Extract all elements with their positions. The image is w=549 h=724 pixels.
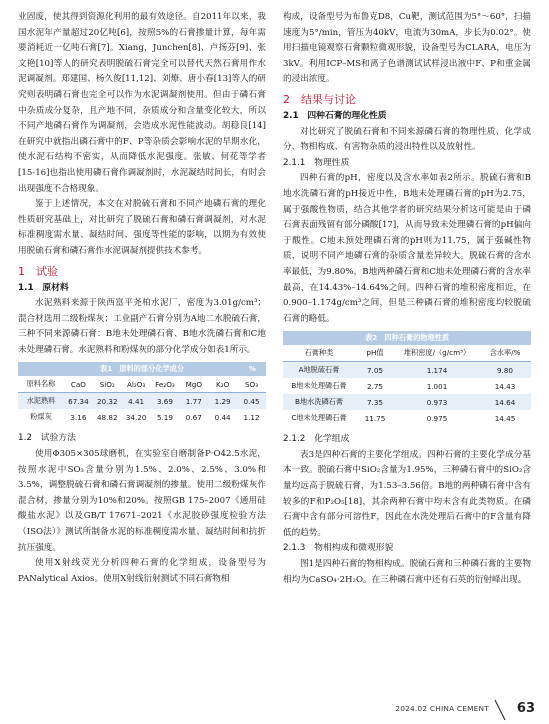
section-2-heading: 2 结果与讨论 [283, 92, 356, 106]
table-1-cell: 48.82 [93, 409, 122, 425]
table-2-cell: 1.001 [395, 378, 479, 394]
table-1-cell: 水泥熟料 [18, 393, 64, 410]
table-row [283, 394, 531, 410]
subsection-2-1-1-heading: 2.1.1 物理性质 [283, 157, 350, 168]
table-1-cell: 1.77 [179, 393, 208, 410]
right-column [283, 10, 531, 588]
table-2-cell: 7.05 [355, 362, 395, 379]
properties-intro-paragraph: 对比研究了脱硫石膏和不同来源磷石膏的物理性质、化学成分、物相构成、有害物杂质的浸出特性以及放射性。 [283, 126, 531, 153]
table-1-cell: 0.67 [179, 409, 208, 425]
table-2-cell: B地未处理磷石膏 [283, 378, 355, 394]
table-2-cell: C地未处理磷石膏 [283, 410, 355, 426]
subsection-2-1-heading: 2.1 四种石膏的理化性质 [283, 110, 387, 121]
table-2-cell: 14.43 [479, 378, 531, 394]
table-row [18, 409, 266, 425]
table-1-cell: 1.29 [208, 393, 237, 410]
table-row [283, 378, 531, 394]
table-2-cell: A地脱硫石膏 [283, 362, 355, 379]
table-2-cell: B地水洗磷石膏 [283, 394, 355, 410]
subsection-2-1-2-heading: 2.1.2 化学组成 [283, 434, 350, 445]
table-1-header-cell: 原料名称 [18, 376, 64, 393]
table-2-header-row [283, 345, 531, 362]
phase-morphology-paragraph: 图1是四种石膏的物相构成。脱硫石膏和三种磷石膏的主要物相均为CaSO₄·2H₂O。在三种磷石膏中还有石英的衍射峰出现。 [283, 559, 531, 585]
table-1-cell: 67.34 [64, 393, 93, 410]
section-1-heading: 1 试验 [18, 264, 58, 278]
table-1-header-cell: Fe₂O₃ [151, 376, 180, 393]
table-1-header-cell: SiO₂ [93, 376, 122, 393]
table-2-cell: 0.975 [395, 410, 479, 426]
table-1-header-cell: MgO [179, 376, 208, 393]
method-paragraph-2: 使用X射线荧光分析四种石膏的化学组成，设备型号为PANalytical Axios。使用X射线衍射测试不同石膏物相 [18, 558, 266, 584]
subsection-1-2-heading: 1.2 试验方法 [18, 433, 76, 444]
table-1-header-cell: CaO [64, 376, 93, 393]
table-1-cell: 4.41 [122, 393, 151, 410]
intro-paragraph-1: 业固废，使其得到资源化利用的最有效途径。自2011年以来，我国水泥年产量超过20亿吨[6]，按照5%的石膏掺量计算，每年需要消耗近一亿吨石膏[7]。Xiang，Junchen[8]、卢扬芬[9]、张文艳[10]等人的研究表明脱硫石膏完全可以替代天然石膏用作水泥调凝剂。郑建国、杨久俊[11,12]、刘燎、唐小春[13]等人的研究则表明磷石膏也完全可以作为水泥调凝剂使用。但由于磷石膏中杂质成分复杂，且产地不同，杂质成分和含量变化较大，所以不同产地磷石膏作为调凝剂，会造成水泥性能波动。胡稳良[14]在研究中就指出磷石膏中的F、P等杂质会影响水泥的早期水化，使水泥石结构不密实，从而降低水泥强度。张敏、何花等学者[15-16]也指出使用磷石膏作调凝剂时，水泥凝结时间长，有时会出现强度不合格现象。 [18, 12, 266, 194]
table-2-cell: 14.64 [479, 394, 531, 410]
page-number: 63 [516, 701, 535, 716]
page-footer [0, 699, 549, 724]
table-1-cell: 0.44 [208, 409, 237, 425]
intro-paragraph-2: 鉴于上述情况，本文在对脱硫石膏和不同产地磷石膏的理化性质研究基础上，对比研究了脱硫石膏和磷石膏调凝剂，对水泥标准稠度需水量、凝结时间、强度等性能的影响，以期为有效使用脱硫石膏和磷石膏作水泥调凝剂提供技术参考。 [18, 199, 266, 256]
table-2-cell: 2.75 [355, 378, 395, 394]
table-2-cell: 1.174 [395, 362, 479, 379]
materials-paragraph: 水泥熟料来源于陕西富平尧柏水泥厂，密度为3.01g/cm³；混合材选用二级粉煤灰；工业副产石膏分别为A地二水脱硫石膏，三种不同来源磷石膏：B地未处理磷石膏、B地水洗磷石膏和C地未处理磷石膏。水泥熟料和粉煤灰的部分化学成分如表1所示。 [18, 298, 266, 355]
table-row [283, 362, 531, 379]
table-1-cell: 0.45 [237, 393, 266, 410]
table-2-header-cell: 含水率/% [479, 345, 531, 362]
chemical-composition-paragraph: 表3是四种石膏的主要化学组成。四种石膏的主要化学成分基本一致。脱硫石膏中SiO₂含量为1.95%，三种磷石膏中的SiO₂含量均远高于脱硫石膏，为1.53–3.56倍。B地的两种磷石膏中含有较多的F和P₂O₅[18]，其余两种石膏中均未含有此类物质。在磷石膏中含有部分可溶性F，因此在水洗处理后石膏中的F含量有降低的趋势。 [283, 449, 531, 538]
table-1-cell: 3.69 [151, 393, 180, 410]
method-continued-paragraph: 构成，设备型号为布鲁克D8，Cu靶，测试范围为5°～60°，扫描速度为5°/min，管压为40kV，电流为30mA，步长为0.02°。使用扫描电镜观察石膏颗粒微观形貌，设备型号为CLARA，电压为3kV。利用ICP–MS和离子色谱测试试样浸出液中F、P和重金属的浸出浓度。 [283, 12, 531, 85]
table-1-cell: 5.19 [151, 409, 180, 425]
table-1-cell: 3.16 [64, 409, 93, 425]
table-2-header-cell: pH值 [355, 345, 395, 362]
physical-properties-paragraph: 四种石膏的pH，密度以及含水率如表2所示。脱硫石膏和B地水洗磷石膏的pH接近中性，B地未处理磷石膏的pH为2.75，属于强酸性物质，结合其他学者的研究结果分析这可能是由于磷石膏表面残留有部分磷酸[17]，从而导致未处理磷石膏的pH偏向于酸性。C地未预处理磷石膏的pH则为11.75，属于强碱性物质，说明不同产地磷石膏的杂质含量差异较大。脱硫石膏的含水率最低，为9.80%，B地两种磷石膏和C地未处理磷石膏的含水率最高，在14.43%–14.64%之间。四种石膏的堆积密度相近，在0.900–1.174g/cm³之间，但是三种磷石膏的堆积密度均较脱硫石膏的略低。 [283, 173, 531, 324]
journal-issue: 2024.02 CHINA CEMENT [395, 704, 489, 713]
table-1-cell: 34.20 [122, 409, 151, 425]
table-2-cell: 14.45 [479, 410, 531, 426]
table-2-title [283, 331, 531, 345]
table-2 [283, 331, 531, 426]
table-2-cell: 11.75 [355, 410, 395, 426]
method-paragraph-1: 使用Φ305×305球磨机，在实验室自磨制备P·O42.5水泥，按照水泥中SO₃含量分别为1.5%、2.0%、2.5%、3.0%和3.5%，调整脱硫石膏和磷石膏调凝剂的掺量。使用二级粉煤灰作混合材，掺量分别为10%和20%。按照GB 175–2007《通用硅酸盐水泥》以及GB/T 17671–2021《水泥胶砂强度检验方法（ISO法）》测试所制备水泥的标准稠度需水量、凝结时间和抗折抗压强度。 [18, 449, 266, 553]
left-column [18, 10, 266, 587]
table-1-header-cell: SO₃ [237, 376, 266, 393]
table-1-cell: 1.12 [237, 409, 266, 425]
table-1-cell: 粉煤灰 [18, 409, 64, 425]
table-1 [18, 362, 266, 425]
subsection-1-1-heading: 1.1 原材料 [18, 282, 69, 293]
table-row [18, 393, 266, 410]
table-2-caption: 表2 四种石膏的物理性质 [364, 333, 450, 343]
table-1-caption: 表1 原料的部分化学成分 [99, 364, 185, 374]
table-1-grid [18, 376, 266, 425]
table-1-header-cell: Al₂O₃ [122, 376, 151, 393]
table-2-cell: 0.973 [395, 394, 479, 410]
table-1-title [18, 362, 266, 376]
table-row [283, 410, 531, 426]
table-2-header-cell: 石膏种类 [283, 345, 355, 362]
table-1-header-row [18, 376, 266, 393]
subsection-2-1-3-heading: 2.1.3 物相构成和微观形貌 [283, 543, 394, 554]
table-2-cell: 7.35 [355, 394, 395, 410]
footer-slash-icon [493, 699, 507, 721]
table-1-unit: % [248, 364, 256, 374]
table-1-header-cell: K₂O [208, 376, 237, 393]
table-2-grid [283, 345, 531, 426]
table-2-header-cell: 堆积密度/（g/cm³） [395, 345, 479, 362]
table-2-cell: 9.80 [479, 362, 531, 379]
table-1-cell: 20.32 [93, 393, 122, 410]
